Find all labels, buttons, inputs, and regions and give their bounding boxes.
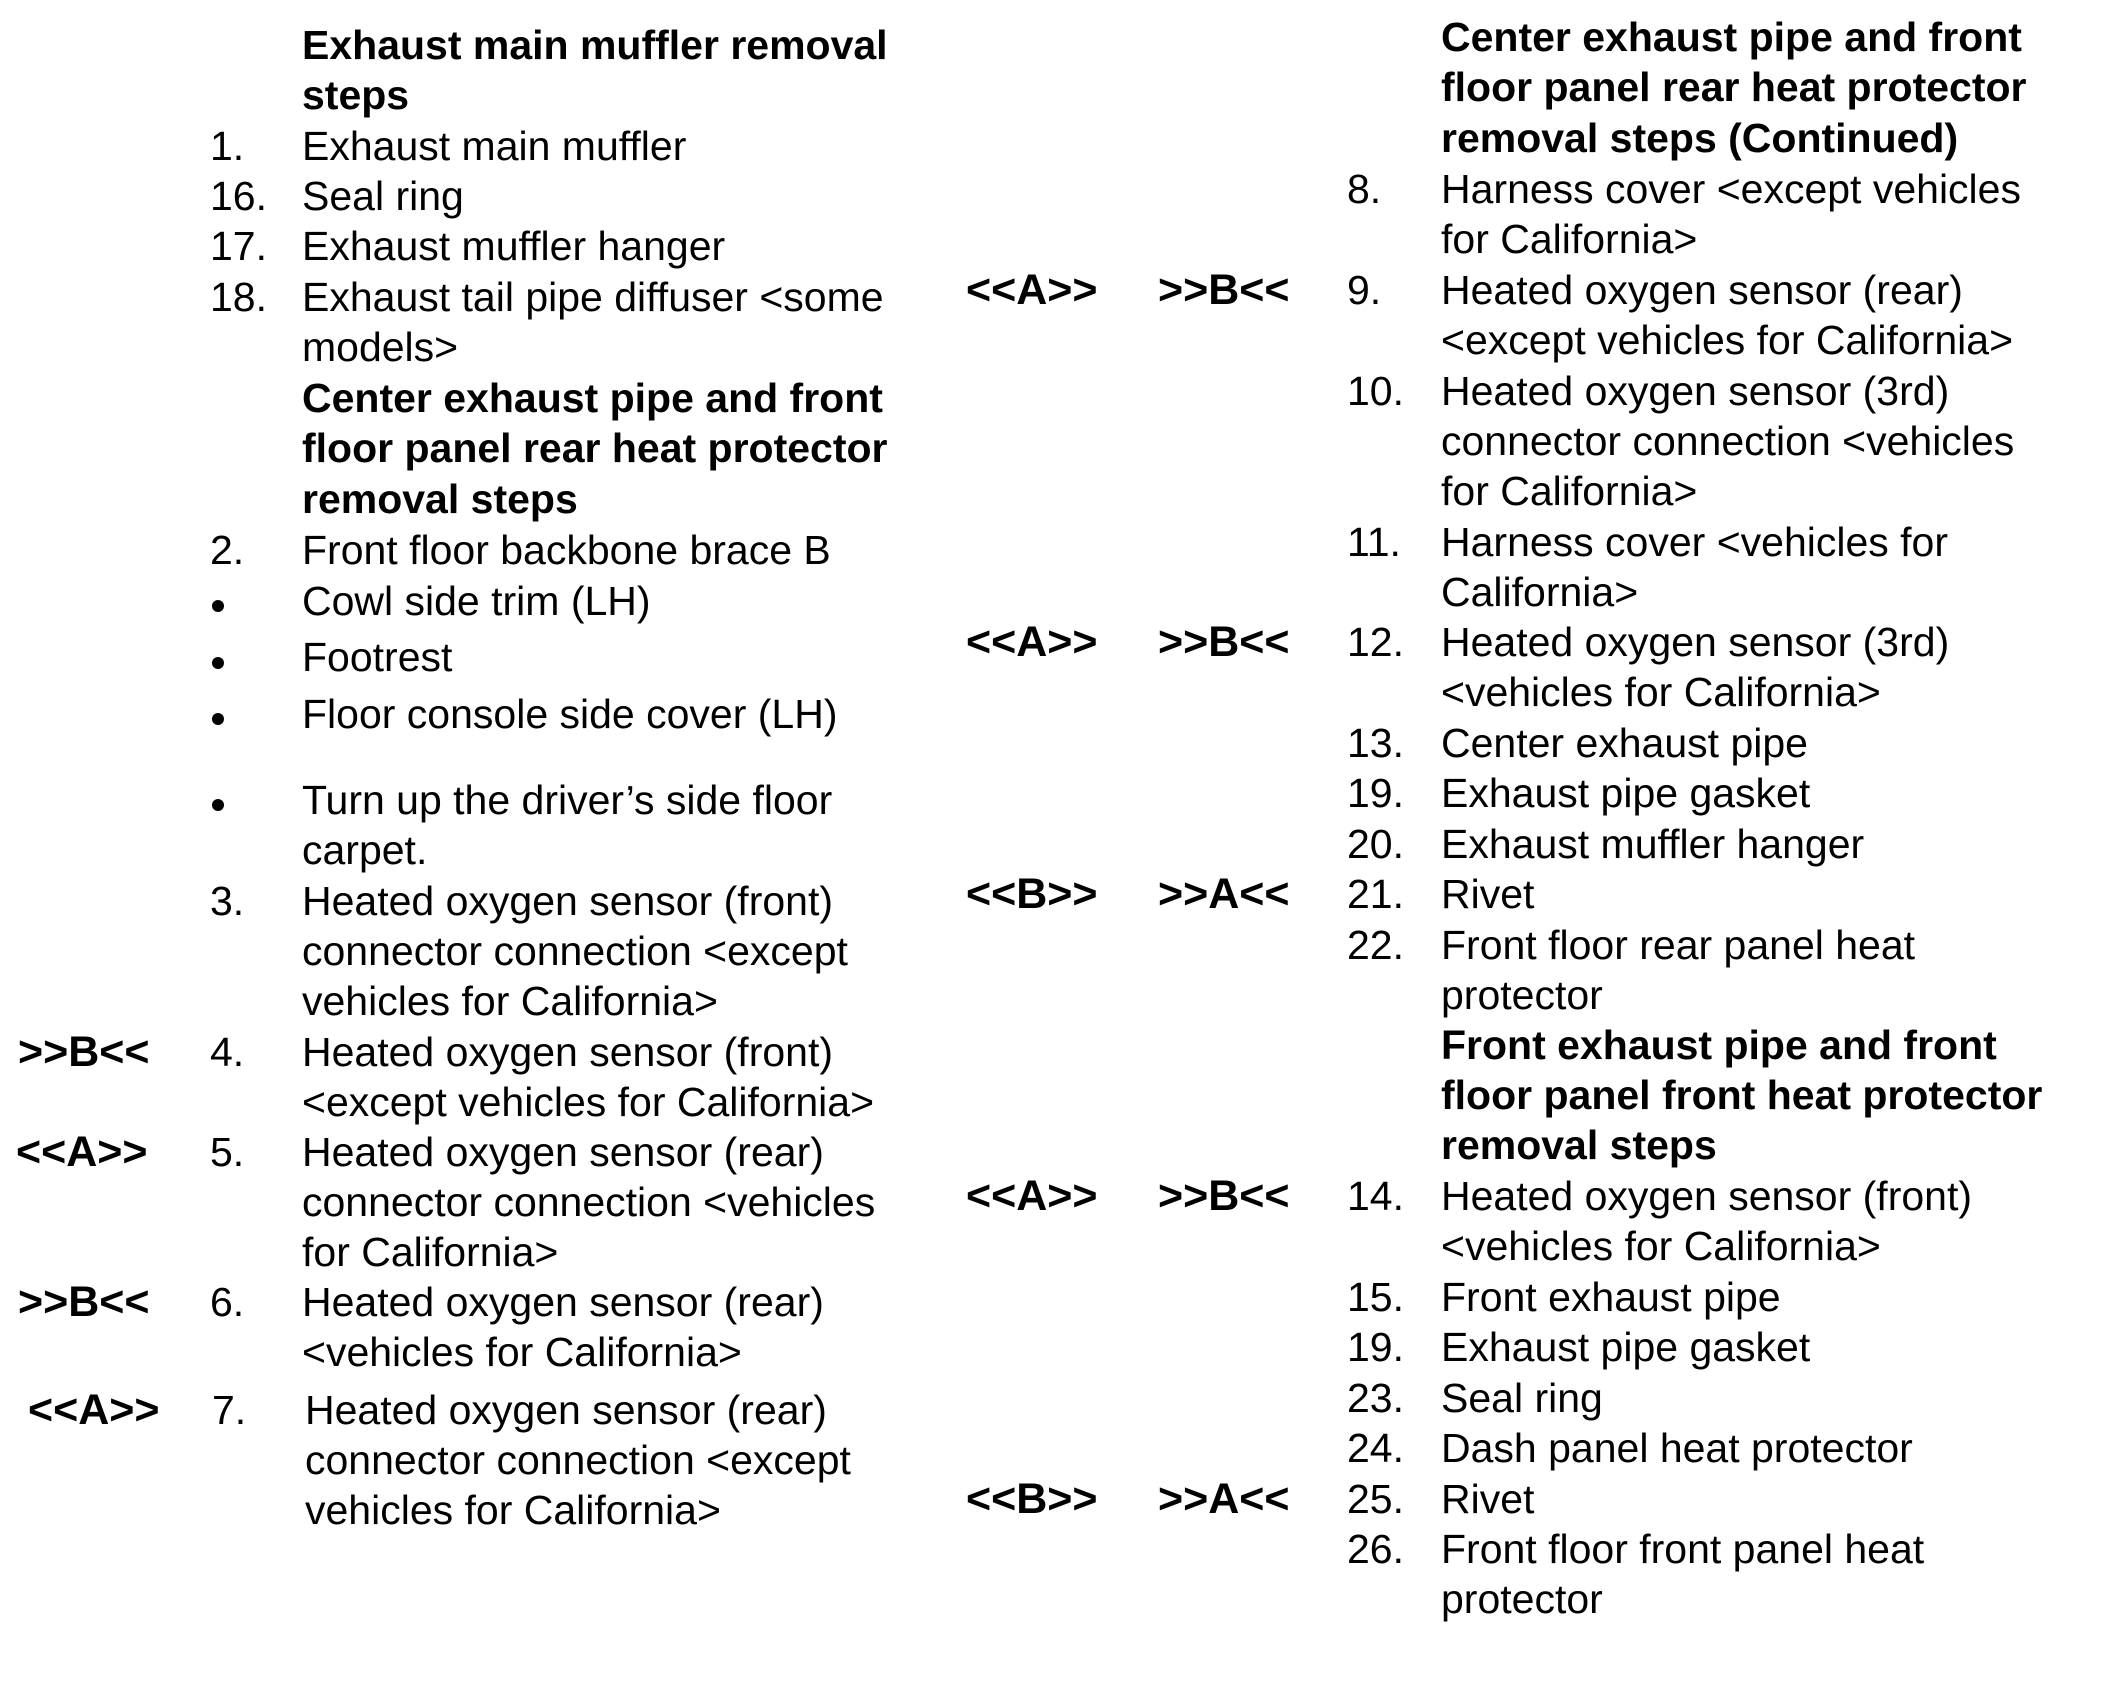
step-text: Harness cover <except vehicles [1441, 166, 2021, 212]
step-text: for California> [1441, 468, 1698, 514]
step-number: 17. [210, 223, 267, 269]
left-heading-2-line-1: Center exhaust pipe and front [302, 375, 883, 421]
right-heading-2-line-3: removal steps [1441, 1122, 1717, 1168]
step-text: Heated oxygen sensor (rear) [305, 1387, 827, 1433]
step-text: Exhaust pipe gasket [1441, 1324, 1811, 1370]
step-text: Heated oxygen sensor (3rd) [1441, 619, 1950, 665]
step-text: <vehicles for California> [1441, 1223, 1881, 1269]
left-heading-2-line-2: floor panel rear heat protector [302, 425, 888, 471]
step-text: Heated oxygen sensor (rear) [302, 1279, 824, 1325]
step-text: Heated oxygen sensor (3rd) [1441, 368, 1950, 414]
bullet-text: carpet. [302, 827, 428, 873]
step-text: Seal ring [1441, 1375, 1603, 1421]
step-text: for California> [302, 1229, 559, 1275]
step-text: <except vehicles for California> [1441, 317, 2014, 363]
step-text: connector connection <except [305, 1437, 851, 1483]
step-text: connector connection <vehicles [302, 1179, 876, 1225]
step-number: 7. [212, 1387, 247, 1433]
left-heading-2-line-3: removal steps [302, 476, 578, 522]
right-heading-2-line-1: Front exhaust pipe and front [1441, 1022, 1997, 1068]
step-text: Rivet [1441, 871, 1535, 917]
step-number: 22. [1347, 922, 1404, 968]
step-text: Front floor backbone brace B [302, 527, 831, 573]
reference-mark: >>B<< [18, 1278, 150, 1326]
step-text: protector [1441, 1576, 1603, 1622]
reference-mark: >>B<< [1158, 266, 1290, 314]
step-text: Heated oxygen sensor (front) [302, 878, 833, 924]
step-number: 23. [1347, 1375, 1404, 1421]
step-text: Heated oxygen sensor (front) [1441, 1173, 1972, 1219]
step-number: 14. [1347, 1173, 1404, 1219]
step-text: models> [302, 324, 459, 370]
step-text: Front floor front panel heat [1441, 1526, 1925, 1572]
step-number: 10. [1347, 368, 1404, 414]
reference-mark: >>B<< [18, 1028, 150, 1076]
step-text: <vehicles for California> [1441, 669, 1881, 715]
step-number: 12. [1347, 619, 1404, 665]
bullet-icon [212, 713, 224, 725]
step-number: 19. [1347, 1324, 1404, 1370]
step-text: <vehicles for California> [302, 1329, 742, 1375]
left-heading-1-line-2: steps [302, 72, 410, 118]
step-number: 18. [210, 274, 267, 320]
reference-mark: <<B>> [966, 1475, 1098, 1523]
step-text: vehicles for California> [305, 1487, 721, 1533]
step-text: Heated oxygen sensor (rear) [1441, 267, 1963, 313]
step-text: Exhaust pipe gasket [1441, 770, 1811, 816]
bullet-icon [212, 799, 224, 811]
right-heading-1-line-3: removal steps (Continued) [1441, 115, 1959, 161]
step-number: 3. [210, 878, 245, 924]
step-text: for California> [1441, 216, 1698, 262]
step-text: Front floor rear panel heat [1441, 922, 1916, 968]
step-text: protector [1441, 972, 1603, 1018]
step-text: Heated oxygen sensor (rear) [302, 1129, 824, 1175]
bullet-icon [212, 600, 224, 612]
reference-mark: <<A>> [966, 1172, 1098, 1220]
step-number: 24. [1347, 1425, 1404, 1471]
step-text: Seal ring [302, 173, 464, 219]
step-number: 20. [1347, 821, 1404, 867]
step-text: Rivet [1441, 1476, 1535, 1522]
bullet-text: Floor console side cover (LH) [302, 691, 838, 737]
step-number: 6. [210, 1279, 245, 1325]
reference-mark: <<A>> [966, 266, 1098, 314]
step-number: 9. [1347, 267, 1382, 313]
right-heading-1-line-2: floor panel rear heat protector [1441, 64, 2027, 110]
reference-mark: <<A>> [16, 1128, 148, 1176]
bullet-text: Turn up the driver’s side floor [302, 777, 833, 823]
step-number: 21. [1347, 871, 1404, 917]
step-text: Center exhaust pipe [1441, 720, 1808, 766]
step-text: Harness cover <vehicles for [1441, 519, 1949, 565]
step-number: 15. [1347, 1274, 1404, 1320]
step-text: Front exhaust pipe [1441, 1274, 1781, 1320]
step-text: Heated oxygen sensor (front) [302, 1029, 833, 1075]
right-heading-2-line-2: floor panel front heat protector [1441, 1072, 2043, 1118]
step-text: Exhaust tail pipe diffuser <some [302, 274, 884, 320]
reference-mark: <<A>> [966, 618, 1098, 666]
reference-mark: >>A<< [1158, 870, 1290, 918]
step-text: Exhaust main muffler [302, 123, 687, 169]
reference-mark: >>B<< [1158, 1172, 1290, 1220]
step-text: connector connection <except [302, 928, 848, 974]
step-text: Exhaust muffler hanger [302, 223, 726, 269]
step-text: Exhaust muffler hanger [1441, 821, 1865, 867]
step-text: Dash panel heat protector [1441, 1425, 1913, 1471]
step-text: vehicles for California> [302, 978, 718, 1024]
step-text: connector connection <vehicles [1441, 418, 2015, 464]
step-text: California> [1441, 569, 1639, 615]
reference-mark: <<B>> [966, 870, 1098, 918]
step-number: 8. [1347, 166, 1382, 212]
step-text: <except vehicles for California> [302, 1079, 875, 1125]
bullet-text: Cowl side trim (LH) [302, 578, 651, 624]
bullet-text: Footrest [302, 634, 453, 680]
reference-mark: >>B<< [1158, 618, 1290, 666]
reference-mark: <<A>> [28, 1386, 160, 1434]
step-number: 16. [210, 173, 267, 219]
left-heading-1-line-1: Exhaust main muffler removal [302, 22, 888, 68]
step-number: 26. [1347, 1526, 1404, 1572]
step-number: 1. [210, 123, 245, 169]
reference-mark: >>A<< [1158, 1475, 1290, 1523]
step-number: 11. [1347, 519, 1401, 565]
step-number: 2. [210, 527, 245, 573]
step-number: 13. [1347, 720, 1404, 766]
step-number: 19. [1347, 770, 1404, 816]
step-number: 25. [1347, 1476, 1404, 1522]
right-heading-1-line-1: Center exhaust pipe and front [1441, 14, 2022, 60]
bullet-icon [212, 657, 224, 669]
step-number: 5. [210, 1129, 245, 1175]
step-number: 4. [210, 1029, 245, 1075]
